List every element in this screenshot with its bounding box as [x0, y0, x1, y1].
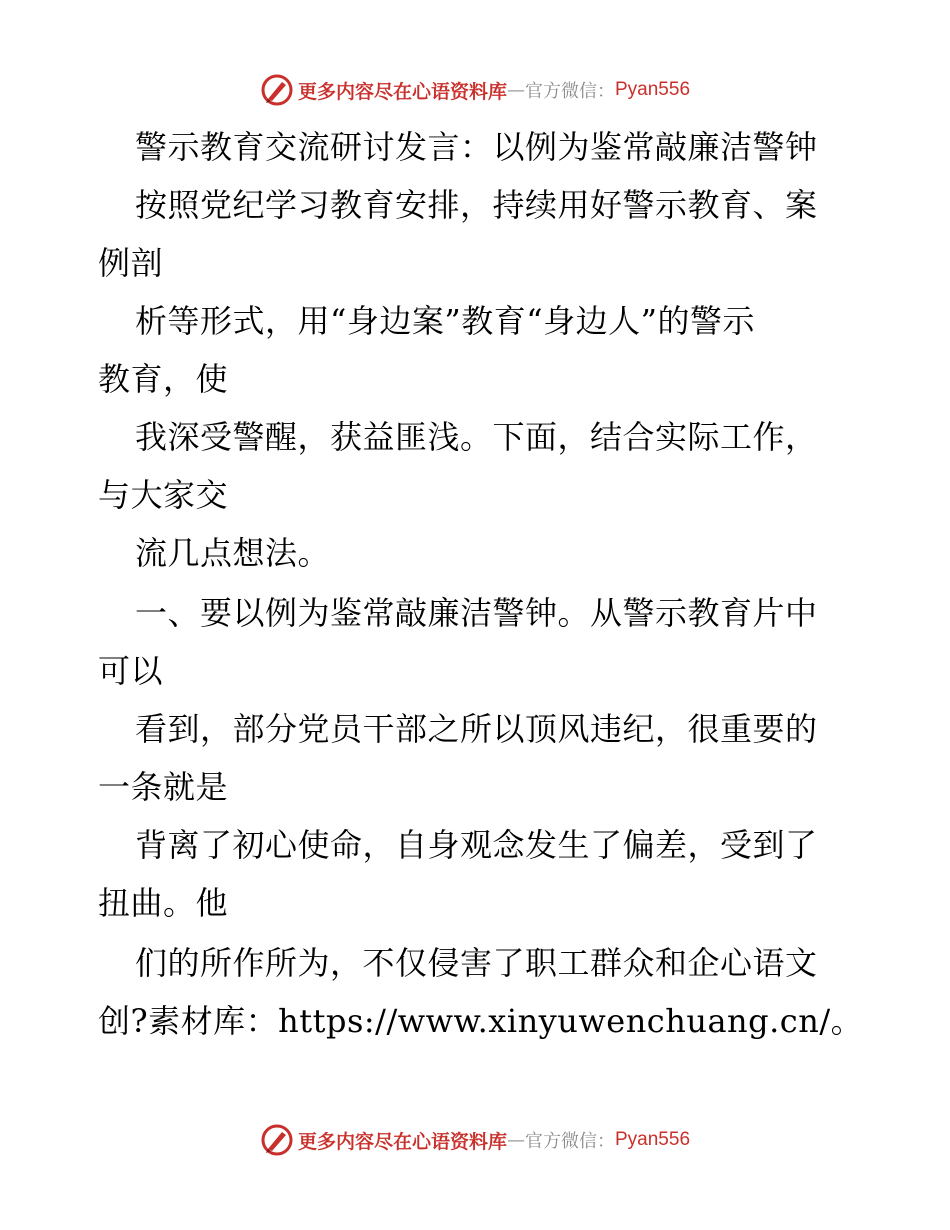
text-line: 我深受警醒，获益匪浅。下面，结合实际工作，: [135, 418, 818, 456]
header-wechat-id: Pyan556: [615, 79, 691, 100]
footer-wechat-id: Pyan556: [615, 1129, 691, 1150]
footer-promo-text: 更多内容尽在心语资料库: [297, 1130, 507, 1153]
header-promo-text: 更多内容尽在心语资料库: [297, 80, 507, 103]
header-separator: —: [507, 79, 525, 101]
header-wechat-label: 官方微信：: [525, 81, 615, 102]
text-line: 一条就是: [98, 768, 229, 806]
text-line: 扭曲。他: [98, 884, 229, 922]
text-line: 流几点想法。: [135, 534, 331, 572]
pen-logo-icon: [260, 1123, 294, 1157]
text-line: 背离了初心使命，自身观念发生了偏差，受到了: [135, 826, 818, 864]
pen-logo-icon: [260, 73, 294, 107]
footer-wechat-label: 官方微信：: [525, 1131, 615, 1152]
text-line: 一、要以例为鉴常敲廉洁警钟。从警示教育片中: [135, 594, 818, 632]
text-line: 例剖: [98, 244, 164, 282]
text-line: 教育，使: [98, 360, 229, 398]
text-line: 按照党纪学习教育安排，持续用好警示教育、案: [135, 186, 818, 224]
text-line: 们的所作所为，不仅侵害了职工群众和企心语文: [135, 944, 818, 982]
document-title: 警示教育交流研讨发言：以例为鉴常敲廉洁警钟: [135, 128, 818, 166]
footer-separator: —: [507, 1129, 525, 1151]
text-line: 析等形式，用“身边案”教育“身边人”的警示: [135, 302, 755, 340]
text-line: 与大家交: [98, 476, 229, 514]
text-line-url: 创?素材库：https://www.xinyuwenchuang.cn/。: [98, 1002, 864, 1040]
text-line: 看到，部分党员干部之所以顶风违纪，很重要的: [135, 710, 818, 748]
footer-banner: [0, 1120, 950, 1160]
header-banner: [0, 70, 950, 110]
text-line: 可以: [98, 652, 164, 690]
